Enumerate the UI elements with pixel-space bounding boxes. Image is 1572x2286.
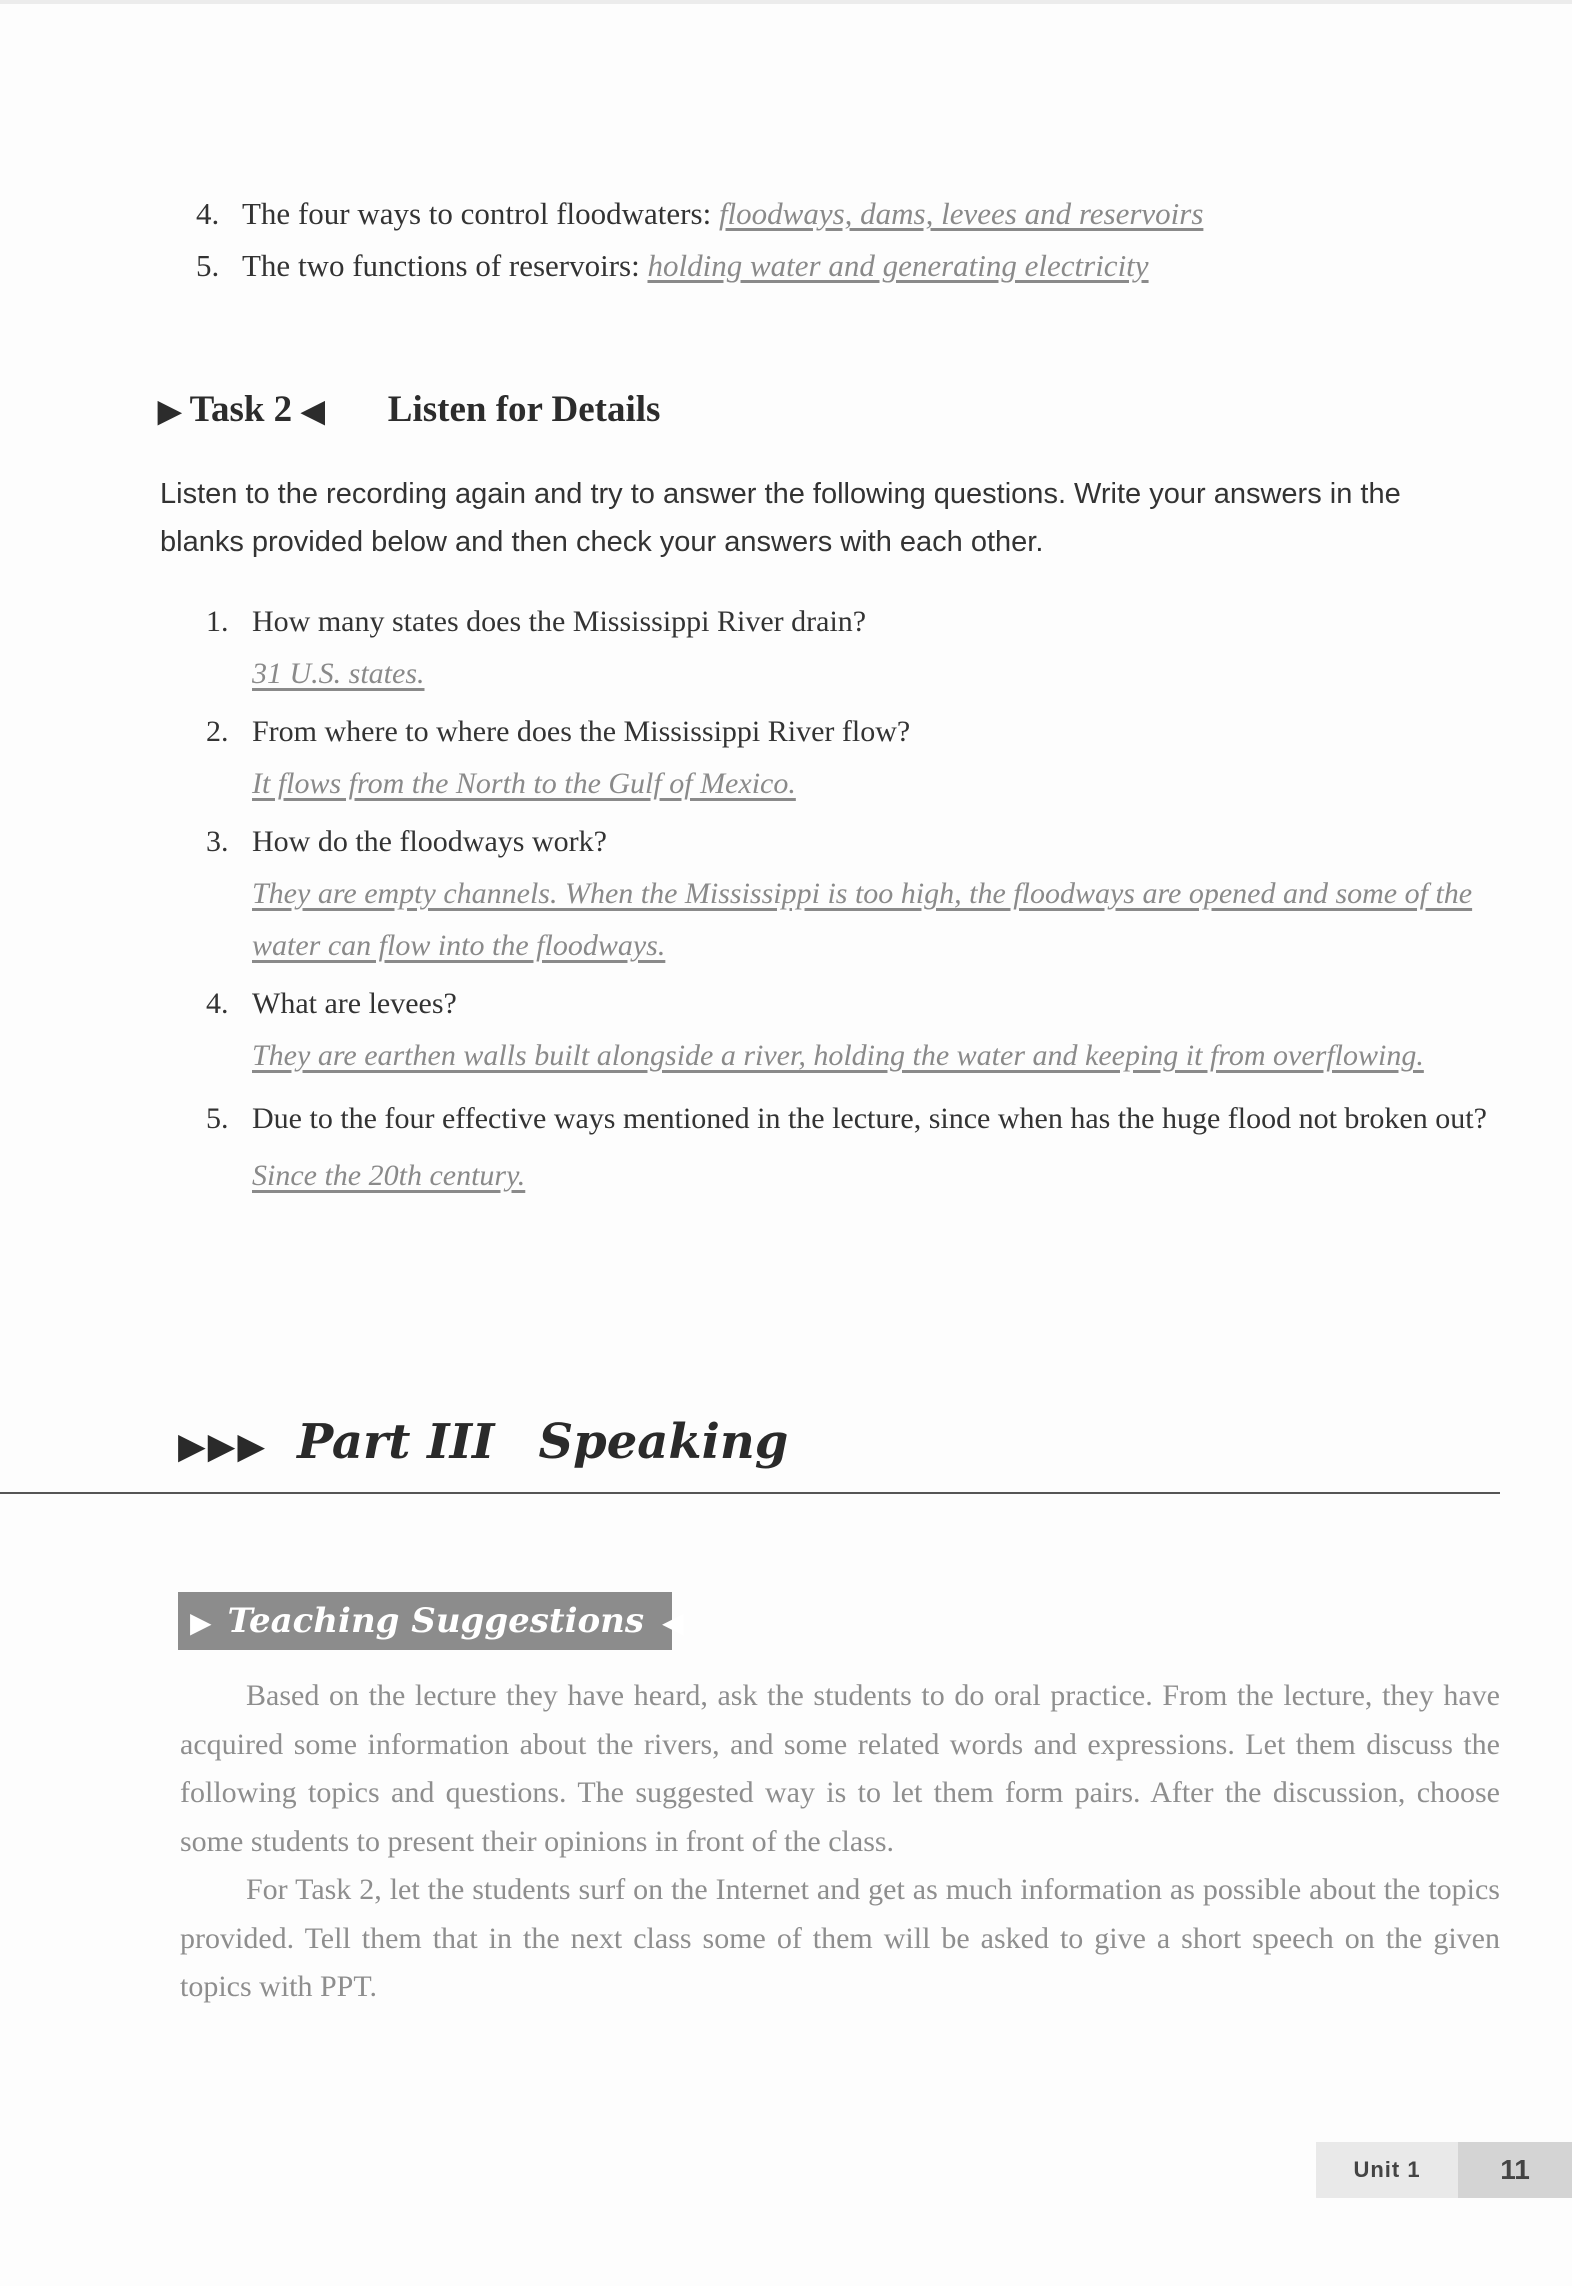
- question-text: How many states does the Mississippi River drain?: [252, 605, 867, 638]
- question-answer: They are empty channels. When the Mississippi is too high, the floodways are opened and some of the water can flow into the floodways.: [252, 877, 1473, 962]
- question-text: Due to the four effective ways mentioned in the lecture, since when has the huge flood not broken out?: [252, 1102, 1487, 1135]
- question-number: 3.: [206, 825, 229, 858]
- part-heading: [178, 1414, 788, 1470]
- question-item: [206, 596, 1496, 700]
- page-top-edge: [0, 0, 1572, 4]
- summary-list: [196, 188, 1396, 292]
- question-item: [206, 978, 1496, 1082]
- question-answer: 31 U.S. states.: [252, 657, 425, 690]
- summary-item: [196, 188, 1396, 240]
- question-item: [206, 706, 1496, 810]
- triple-arrow-icon: ▶▶▶: [178, 1424, 268, 1467]
- question-number: 4.: [206, 987, 229, 1020]
- triangle-left-icon: ◀: [662, 1606, 684, 1639]
- teaching-paragraph: For Task 2, let the students surf on the Internet and get as much information as possible about the topics provided. Tell them that in the next class some of them will be asked to give a short speech on the given topics with PPT.: [180, 1873, 1500, 2003]
- question-number: 1.: [206, 605, 229, 638]
- teaching-suggestions-banner: [178, 1592, 684, 1650]
- question-answer: It flows from the North to the Gulf of Mexico.: [252, 767, 796, 800]
- item-answer: floodways, dams, levees and reservoirs: [718, 196, 1204, 231]
- question-answer: Since the 20th century.: [252, 1159, 526, 1192]
- question-item: [206, 816, 1496, 972]
- triangle-right-icon: ▶: [190, 1606, 212, 1639]
- question-number: 5.: [206, 1102, 229, 1135]
- task-label: Task 2: [189, 389, 293, 430]
- task-instructions: Listen to the recording again and try to answer the following questions. Write your answers in the blanks provided below and then check your answers with each other.: [160, 478, 1401, 558]
- task-heading: [158, 388, 660, 431]
- item-text: The two functions of reservoirs:: [242, 248, 648, 283]
- question-text: What are levees?: [252, 987, 457, 1020]
- page-footer: [1316, 2142, 1572, 2198]
- triangle-right-icon: ▶: [158, 395, 182, 428]
- question-answer: They are earthen walls built alongside a river, holding the water and keeping it from overflowing.: [252, 1039, 1424, 1072]
- part-divider: [0, 1492, 1500, 1494]
- question-text: From where to where does the Mississippi River flow?: [252, 715, 911, 748]
- part-label: Part III: [297, 1414, 495, 1470]
- triangle-left-icon: ◀: [301, 395, 325, 428]
- task-title: Listen for Details: [387, 389, 661, 430]
- item-number: 5.: [196, 248, 220, 283]
- teaching-heading: Teaching Suggestions: [227, 1601, 645, 1641]
- question-number: 2.: [206, 715, 229, 748]
- teaching-paragraph: Based on the lecture they have heard, ask the students to do oral practice. From the lecture, they have acquired some information about the rivers, and some related words and expressions. Let them discuss the following topics and questions. The suggested way is to let them form pairs. After the discussion, choose some students to present their opinions in front of the class.: [180, 1679, 1500, 1858]
- question-text: How do the floodways work?: [252, 825, 607, 858]
- page-number: 11: [1458, 2142, 1572, 2198]
- teaching-text: [180, 1672, 1500, 2012]
- summary-item: [196, 240, 1396, 292]
- unit-label: Unit 1: [1316, 2142, 1458, 2198]
- question-item: [206, 1088, 1496, 1202]
- item-number: 4.: [196, 196, 220, 231]
- part-title: Speaking: [538, 1414, 789, 1470]
- item-answer: holding water and generating electricity: [647, 248, 1149, 283]
- question-list: [206, 596, 1496, 1202]
- item-text: The four ways to control floodwaters:: [242, 196, 719, 231]
